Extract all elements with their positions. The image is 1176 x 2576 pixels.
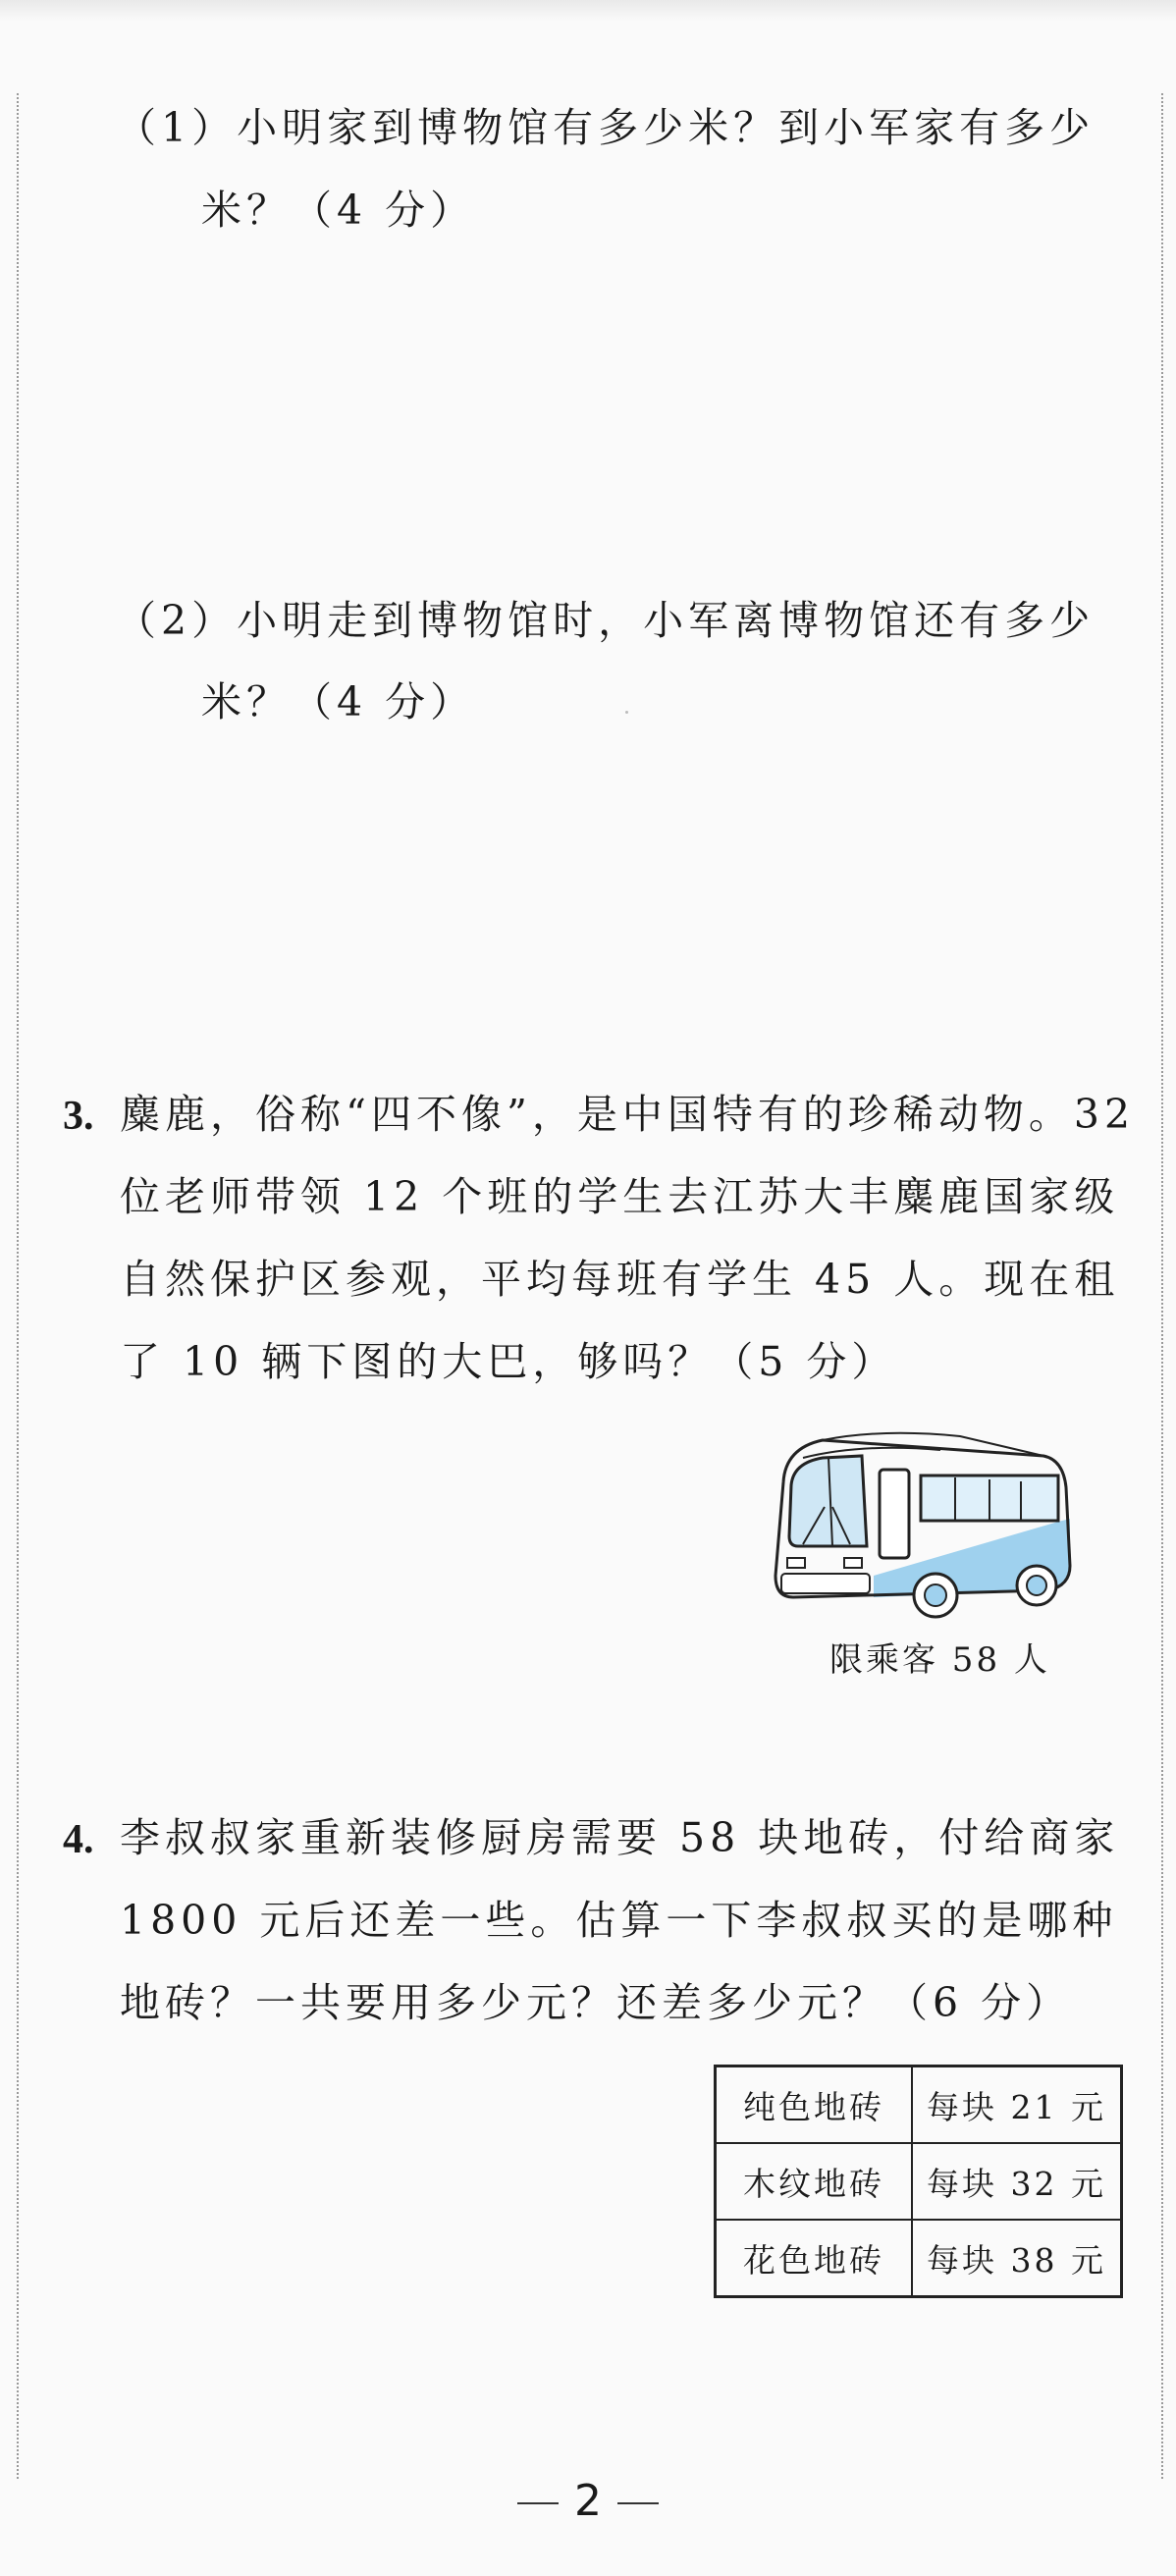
tile-name: 纯色地砖 [716, 2066, 913, 2144]
table-row [716, 2066, 1122, 2144]
page-footer [0, 2476, 1176, 2526]
footer-dash-left [517, 2502, 559, 2504]
q4-line: 1800 元后还差一些。估算一下李叔叔买的是哪种 [120, 1897, 1118, 1944]
tile-price: 每块 32 元 [912, 2143, 1121, 2220]
q2-sub2-line2: 米？（4 分） [201, 678, 476, 725]
q2-sub1-line2: 米？（4 分） [201, 187, 476, 234]
q3-line: 位老师带领 12 个班的学生去江苏大丰麋鹿国家级 [120, 1173, 1120, 1220]
bus-icon [764, 1428, 1083, 1630]
tile-name: 花色地砖 [716, 2220, 913, 2297]
bus-capacity-caption: 限乘客 58 人 [829, 1640, 1050, 1680]
tile-price: 每块 21 元 [912, 2066, 1121, 2144]
tile-price-table [714, 2065, 1123, 2298]
footer-dash-right [617, 2502, 659, 2504]
q4-line: 地砖？一共要用多少元？还差多少元？（6 分） [120, 1979, 1072, 2026]
q3-line: 了 10 辆下图的大巴，够吗？（5 分） [120, 1338, 897, 1385]
table-row [716, 2143, 1122, 2220]
stray-dot [625, 711, 628, 714]
tile-name: 木纹地砖 [716, 2143, 913, 2220]
q3-number: 3. [63, 1094, 94, 1139]
tile-price: 每块 38 元 [912, 2220, 1121, 2297]
page-number: 2 [574, 2476, 602, 2526]
right-dotted-margin [1161, 93, 1163, 2479]
q2-sub1-line1: （1）小明家到博物馆有多少米？到小军家有多少 [116, 104, 1096, 151]
q2-sub2-line1: （2）小明走到博物馆时，小军离博物馆还有多少 [116, 597, 1096, 644]
q3-line: 自然保护区参观，平均每班有学生 45 人。现在租 [120, 1256, 1120, 1303]
left-dotted-margin [17, 93, 19, 2479]
q4-number: 4. [63, 1817, 94, 1862]
top-shade [0, 0, 1176, 22]
table-row [716, 2220, 1122, 2297]
q3-line: 麋鹿，俗称“四不像”，是中国特有的珍稀动物。32 [120, 1091, 1136, 1138]
q4-line: 李叔叔家重新装修厨房需要 58 块地砖，付给商家 [120, 1814, 1120, 1861]
